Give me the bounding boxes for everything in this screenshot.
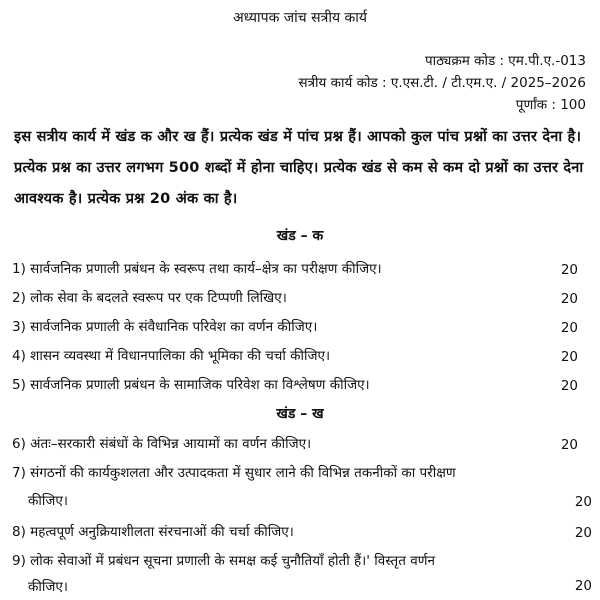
question-text: 1) सार्वजनिक प्रणाली प्रबंधन के स्वरूप तथा कार्य–क्षेत्र का परीक्षण कीजिए। (12, 261, 382, 277)
question-text: 3) सार्वजनिक प्रणाली के संवैधानिक परिवेश का वर्णन कीजिए। (12, 319, 318, 335)
question-7 (12, 460, 456, 486)
question-2-marks: 20 (560, 291, 578, 307)
instructions-paragraph: इस सत्रीय कार्य में खंड क और ख हैं। प्रत्येक खंड में पांच प्रश्न हैं। आपको कुल पांच प्रश्नों का उत्तर देना है। प्रत्येक प्रश्न का उत्तर लगभग 500 शब्दों में होना चाहिए। प्रत्येक खंड से कम से कम दो प्रश्नों का उत्तर देना आवश्यक है। प्रत्येक प्रश्न 20 अंक का है। (14, 129, 584, 207)
question-text-line-2: कीजिए। (28, 493, 68, 509)
max-marks: पूर्णांक : 100 (515, 97, 586, 113)
question-1 (12, 256, 382, 282)
question-7-marks: 20 (574, 494, 592, 510)
question-text-line-2: कीजिए। (28, 579, 68, 595)
question-2 (12, 285, 287, 311)
question-9-continued (28, 574, 68, 600)
page-title: अध्यापक जांच सत्रीय कार्य (232, 10, 368, 26)
question-text-line-1: 7) संगठनों की कार्यकुशलता और उत्पादकता में सुधार लाने की विभिन्न तकनीकों का परीक्षण (12, 465, 456, 481)
question-5 (12, 372, 370, 398)
question-text: 6) अंतः–सरकारी संबंधों के विभिन्न आयामों का वर्णन कीजिए। (12, 436, 312, 452)
question-4 (12, 343, 330, 369)
question-1-marks: 20 (560, 262, 578, 278)
question-9-marks: 20 (574, 578, 592, 594)
question-3 (12, 314, 317, 340)
assignment-meta (298, 50, 586, 116)
question-text: 4) शासन व्यवस्था में विधानपालिका की भूमिका की चर्चा कीजिए। (12, 348, 331, 364)
question-text-line-1: 9) लोक सेवाओं में प्रबंधन सूचना प्रणाली के समक्ष कई चुनौतियाँ होती हैं।' विस्तृत वर्णन (12, 553, 435, 569)
course-code: पाठ्यक्रम कोड : एम.पी.ए.-013 (424, 53, 586, 69)
question-5-marks: 20 (560, 378, 578, 394)
section-b-heading: खंड – ख (276, 406, 324, 422)
question-7-continued (28, 488, 68, 514)
question-9 (12, 548, 435, 574)
question-3-marks: 20 (560, 320, 578, 336)
question-text: 2) लोक सेवा के बदलते स्वरूप पर एक टिप्पणी लिखिए। (12, 290, 287, 306)
assignment-code: सत्रीय कार्य कोड : ए.एस.टी. / टी.एम.ए. / 2025–2026 (298, 75, 586, 91)
question-6 (12, 431, 311, 457)
section-a-heading: खंड – क (276, 228, 324, 244)
question-8-marks: 20 (574, 525, 592, 541)
question-8 (12, 519, 294, 545)
question-6-marks: 20 (560, 437, 578, 453)
question-text: 8) महत्वपूर्ण अनुक्रियाशीलता संरचनाओं की चर्चा कीजिए। (12, 524, 294, 540)
question-text: 5) सार्वजनिक प्रणाली प्रबंधन के सामाजिक परिवेश का विश्लेषण कीजिए। (12, 377, 370, 393)
question-4-marks: 20 (560, 349, 578, 365)
